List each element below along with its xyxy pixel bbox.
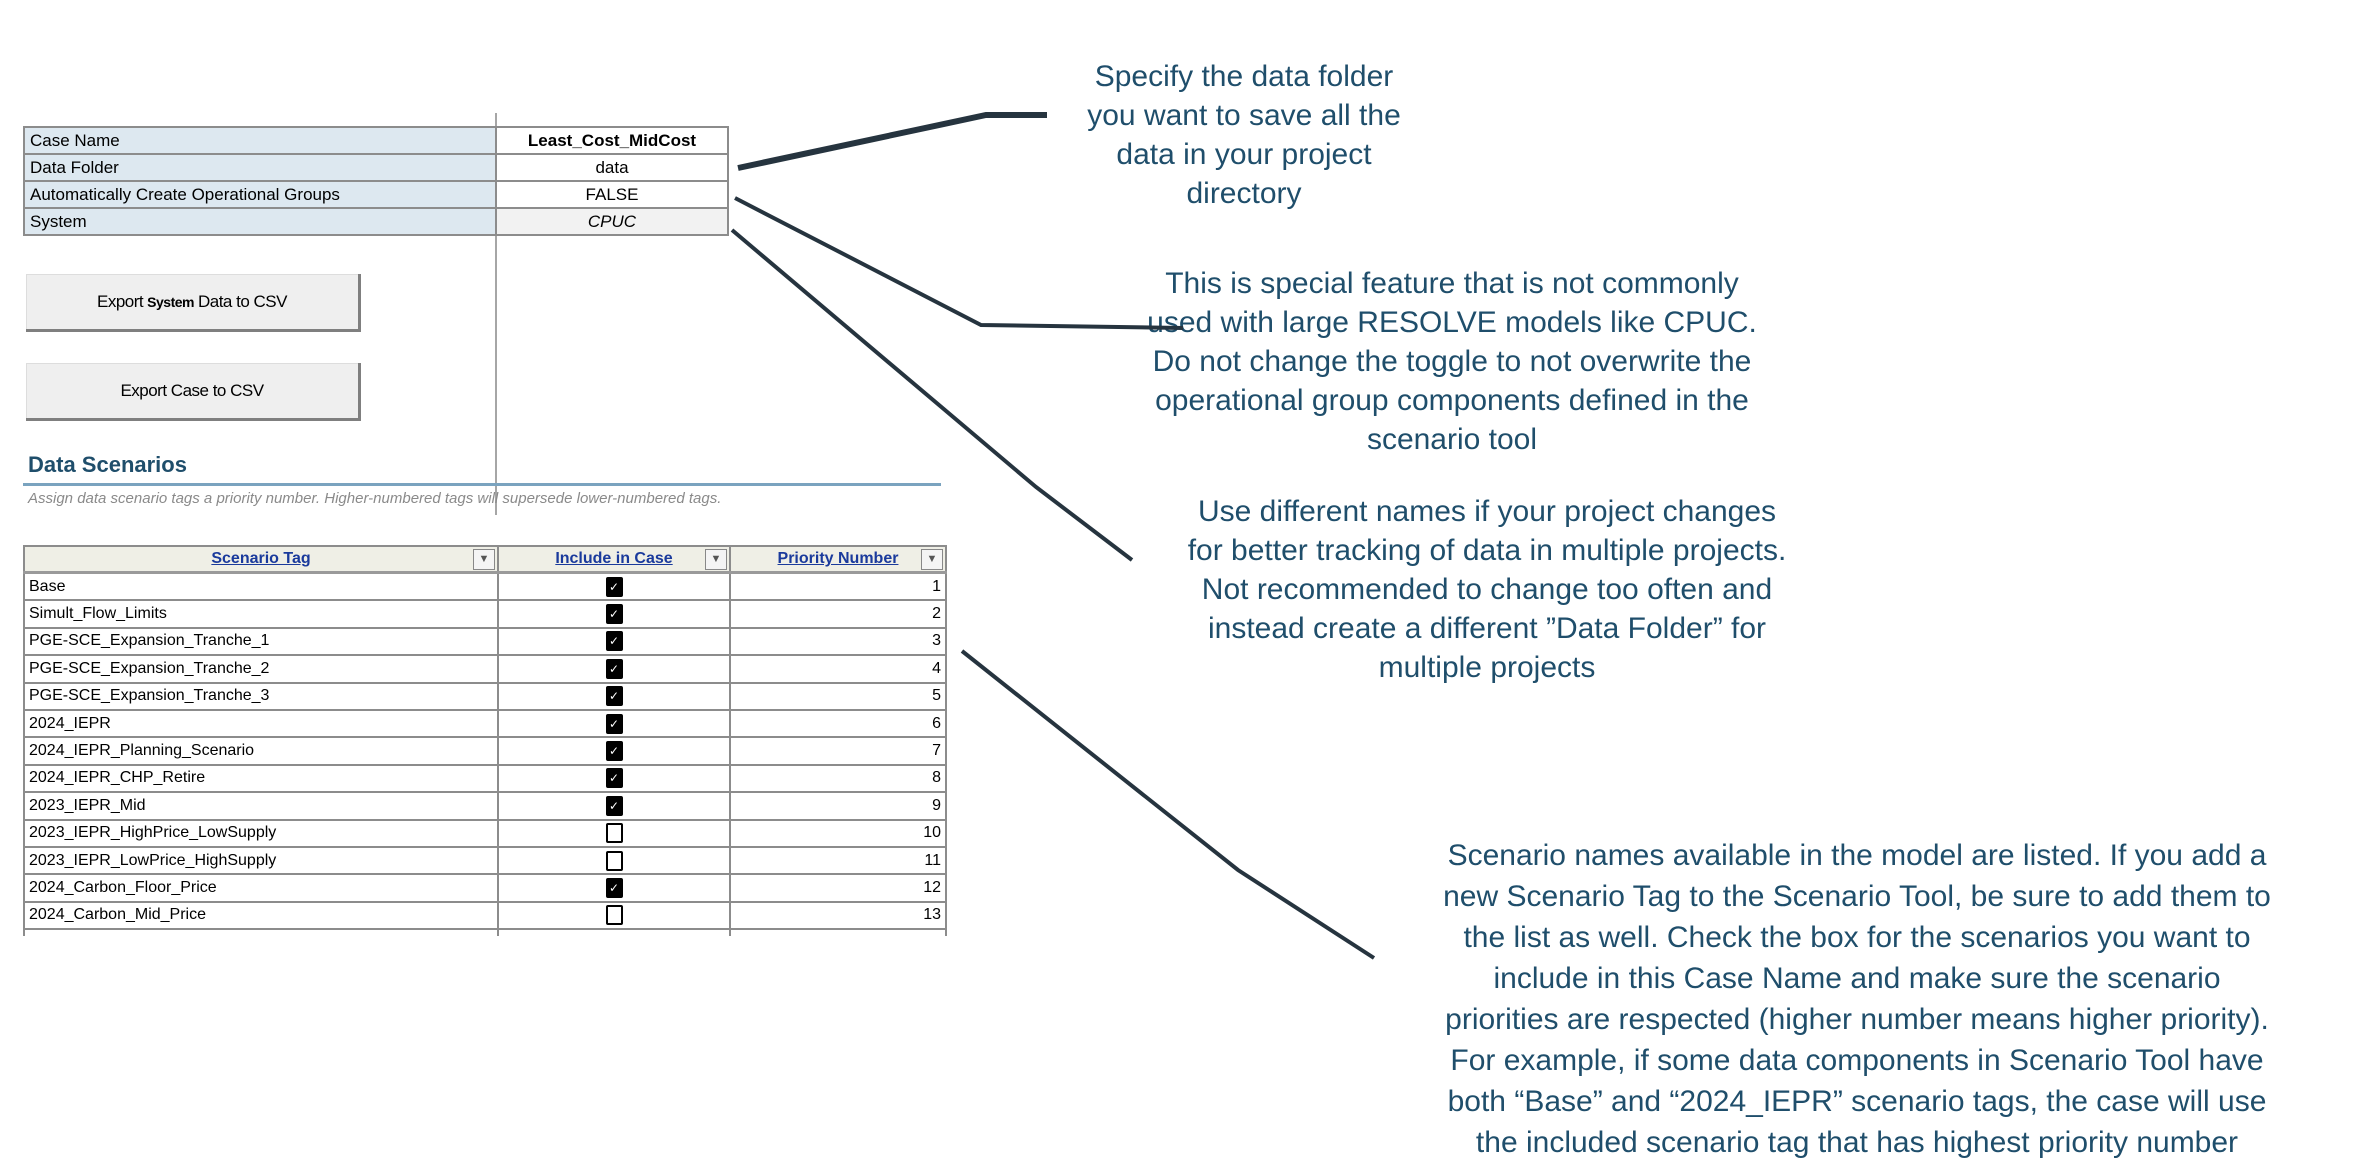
annotation-line: priorities are respected (higher number means higher priority). bbox=[1445, 1003, 2269, 1036]
annotation-line: instead create a different ”Data Folder” for bbox=[1207, 612, 1767, 645]
filter-dropdown-icon[interactable]: ▼ bbox=[921, 549, 943, 570]
setting-label: Automatically Create Operational Groups bbox=[24, 181, 496, 208]
annotation-line: Use different names if your project changes bbox=[1197, 495, 1777, 528]
scenario-tag: 2024_Carbon_Floor_Price bbox=[24, 874, 498, 901]
button-label: Export Case to CSV bbox=[120, 380, 264, 400]
annotation-line: both “Base” and “2024_IEPR” scenario tags, the case will use bbox=[1447, 1085, 2267, 1118]
auto-op-groups-value[interactable]: FALSE bbox=[496, 181, 728, 208]
scenario-tag: PGE-SCE_Expansion_Tranche_1 bbox=[24, 628, 498, 655]
include-checkbox[interactable]: ✓ bbox=[606, 768, 623, 788]
button-label-bold: System bbox=[147, 293, 194, 310]
scenario-tag: 2024_Carbon_Mid_Price bbox=[24, 902, 498, 929]
priority-number[interactable]: 7 bbox=[730, 737, 946, 764]
setting-label: Case Name bbox=[24, 127, 496, 154]
button-label: Export bbox=[97, 291, 144, 311]
case-name-value[interactable]: Least_Cost_MidCost bbox=[496, 127, 728, 154]
data-folder-value[interactable]: data bbox=[496, 154, 728, 181]
include-checkbox[interactable]: ✓ bbox=[606, 796, 623, 816]
include-checkbox[interactable]: ✓ bbox=[606, 714, 623, 734]
scenario-tag: 2024_IEPR_CHP_Retire bbox=[24, 765, 498, 792]
include-checkbox[interactable]: ✓ bbox=[606, 604, 623, 624]
scenario-tag: 2023_IEPR_Mid bbox=[24, 792, 498, 819]
section-title: Data Scenarios bbox=[28, 452, 187, 477]
scenario-tag: PGE-SCE_Expansion_Tranche_3 bbox=[24, 683, 498, 710]
include-checkbox[interactable]: ✓ bbox=[606, 659, 623, 679]
button-label: Data to CSV bbox=[197, 291, 287, 311]
filter-dropdown-icon[interactable]: ▼ bbox=[473, 549, 495, 570]
annotation-line: you want to save all the bbox=[1087, 99, 1401, 132]
priority-number[interactable]: 3 bbox=[730, 628, 946, 655]
connector-line-case-name bbox=[732, 230, 1132, 560]
system-value[interactable]: CPUC bbox=[496, 208, 728, 235]
annotation-line: for better tracking of data in multiple projects. bbox=[1187, 534, 1787, 567]
include-checkbox[interactable]: ✓ bbox=[606, 631, 623, 651]
priority-number[interactable]: 9 bbox=[730, 792, 946, 819]
include-checkbox[interactable]: ✓ bbox=[606, 878, 623, 898]
priority-number[interactable]: 5 bbox=[730, 683, 946, 710]
priority-number[interactable]: 4 bbox=[730, 655, 946, 682]
annotation-line: the included scenario tag that has highest priority number bbox=[1475, 1126, 2239, 1159]
priority-number[interactable]: 11 bbox=[730, 847, 946, 874]
annotation-line: multiple projects bbox=[1378, 651, 1596, 684]
filter-dropdown-icon[interactable]: ▼ bbox=[705, 549, 727, 570]
scenario-tag: Base bbox=[24, 573, 498, 601]
include-checkbox[interactable]: ✓ bbox=[606, 741, 623, 761]
scenario-tag: Simult_Flow_Limits bbox=[24, 600, 498, 627]
priority-number[interactable]: 8 bbox=[730, 765, 946, 792]
scenario-tag: 2024_IEPR bbox=[24, 710, 498, 737]
annotation-line: For example, if some data components in Scenario Tool have bbox=[1450, 1044, 2264, 1077]
annotation-line: data in your project bbox=[1116, 138, 1372, 171]
priority-number[interactable]: 2 bbox=[730, 600, 946, 627]
header-label: Include in Case bbox=[555, 550, 673, 567]
connector-line-scenarios bbox=[962, 651, 1374, 958]
annotation-line: scenario tool bbox=[1366, 423, 1538, 456]
annotation-line: new Scenario Tag to the Scenario Tool, be sure to add them to bbox=[1443, 880, 2271, 913]
annotation-line: This is special feature that is not commonly bbox=[1165, 267, 1739, 300]
header-label: Priority Number bbox=[777, 550, 899, 567]
priority-number[interactable]: 10 bbox=[730, 820, 946, 847]
annotation-line: Not recommended to change too often and bbox=[1201, 573, 1773, 606]
connector-line-op-groups bbox=[735, 198, 1183, 328]
scenario-tag: 2024_IEPR_Planning_Scenario bbox=[24, 737, 498, 764]
annotation-line: Do not change the toggle to not overwrite the bbox=[1152, 345, 1752, 378]
annotation-line: directory bbox=[1186, 177, 1302, 210]
annotation-line: Specify the data folder bbox=[1094, 60, 1394, 93]
setting-label: System bbox=[24, 208, 496, 235]
priority-number[interactable]: 1 bbox=[730, 573, 946, 601]
include-checkbox[interactable]: ✓ bbox=[606, 686, 623, 706]
scenario-tag: 2023_IEPR_HighPrice_LowSupply bbox=[24, 820, 498, 847]
scenario-tag: 2023_IEPR_LowPrice_HighSupply bbox=[24, 847, 498, 874]
connector-line-data-folder bbox=[738, 115, 1047, 168]
setting-label: Data Folder bbox=[24, 154, 496, 181]
annotation-line: the list as well. Check the box for the scenarios you want to bbox=[1463, 921, 2251, 954]
header-label: Scenario Tag bbox=[211, 550, 311, 567]
annotation-line: Scenario names available in the model are listed. If you add a bbox=[1447, 839, 2267, 872]
scenario-tag: PGE-SCE_Expansion_Tranche_2 bbox=[24, 655, 498, 682]
priority-number[interactable]: 13 bbox=[730, 902, 946, 929]
annotation-line: operational group components defined in the bbox=[1155, 384, 1749, 417]
include-checkbox[interactable]: ✓ bbox=[606, 577, 623, 597]
priority-number[interactable]: 12 bbox=[730, 874, 946, 901]
priority-number[interactable]: 6 bbox=[730, 710, 946, 737]
section-description: Assign data scenario tags a priority number. Higher-numbered tags will supersede lower-numbered tags. bbox=[28, 490, 722, 507]
annotation-line: include in this Case Name and make sure the scenario bbox=[1493, 962, 2221, 995]
annotation-line: used with large RESOLVE models like CPUC. bbox=[1147, 306, 1757, 339]
